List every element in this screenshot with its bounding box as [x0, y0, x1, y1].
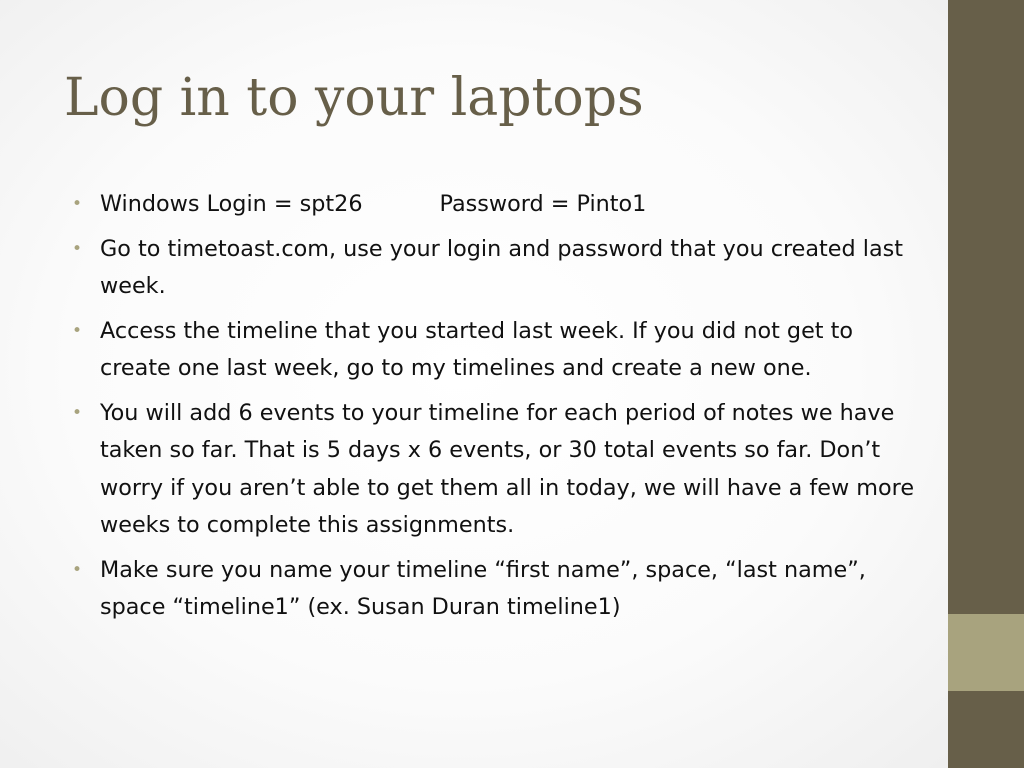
bullet-item-timetoast [72, 231, 920, 306]
bullet-text: Access the timeline that you started last week. If you did not get to create one last week, go to my timelines and create a new one. [100, 317, 854, 381]
bullet-item-naming [72, 552, 920, 627]
bullet-text: You will add 6 events to your timeline for each period of notes we have taken so far. That is 5 days x 6 events, or 30 total events so far. Don’t worry if you aren’t able to get them all in today, we will have a few more weeks to complete this assignments. [100, 399, 915, 538]
bullet-icon: • [72, 320, 83, 341]
bullet-icon: • [72, 559, 83, 580]
bullet-list [72, 186, 920, 634]
password-text: Password = Pinto1 [439, 191, 647, 217]
bullet-icon: • [72, 194, 83, 214]
bullet-text: Make sure you name your timeline “first name”, space, “last name”, space “timeline1” (ex. Susan Duran timeline1) [100, 556, 866, 620]
bullet-icon: • [72, 238, 83, 259]
slide-title: Log in to your laptops [64, 68, 644, 128]
bullet-item-credentials [72, 186, 920, 224]
bullet-item-access-timeline [72, 313, 920, 388]
bullet-icon: • [72, 402, 83, 423]
bullet-text: Go to timetoast.com, use your login and password that you created last week. [100, 235, 903, 299]
windows-login-text: Windows Login = spt26 [100, 191, 363, 217]
bullet-item-add-events [72, 395, 920, 545]
side-accent-block [948, 614, 1024, 691]
